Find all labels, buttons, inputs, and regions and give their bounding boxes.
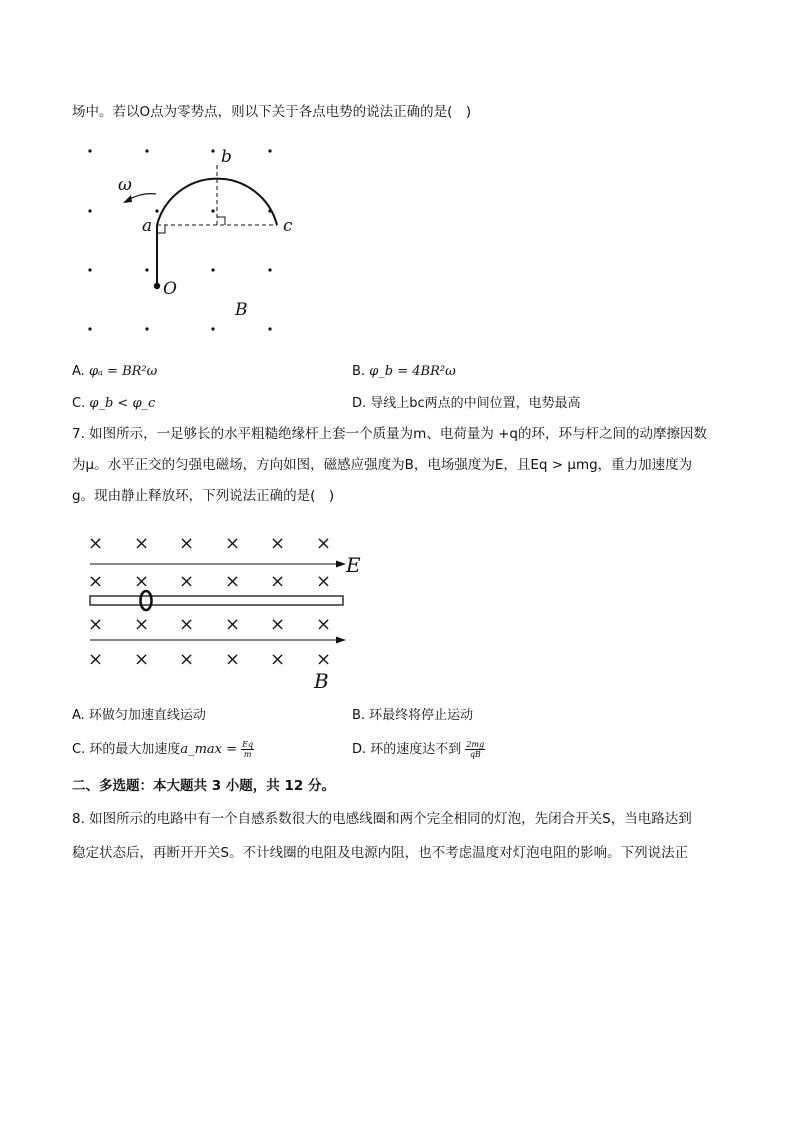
svg-text:×: × <box>316 649 332 670</box>
svg-text:×: × <box>88 571 104 592</box>
svg-text:×: × <box>88 533 104 554</box>
svg-text:×: × <box>179 614 195 635</box>
svg-text:×: × <box>316 614 332 635</box>
svg-text:×: × <box>134 614 150 635</box>
svg-text:×: × <box>270 533 286 554</box>
svg-text:×: × <box>134 533 150 554</box>
q6-figure <box>70 140 330 340</box>
q7-stem-line1: 7. 如图所示，一足够长的水平粗糙绝缘杆上套一个质量为m、电荷量为 +q的环，环与杆之间的动摩擦因数 <box>72 426 707 442</box>
svg-text:×: × <box>270 649 286 670</box>
section-title-multiple-choice: 二、多选题：本大题共 3 小题，共 12 分。 <box>72 778 335 794</box>
svg-text:×: × <box>270 571 286 592</box>
q7-figure <box>80 526 380 696</box>
label-c: c <box>283 216 293 236</box>
svg-text:×: × <box>225 614 241 635</box>
svg-text:×: × <box>88 614 104 635</box>
q7-option-b[interactable]: B. 环最终将停止运动 <box>352 708 474 723</box>
fraction-2mg-over-qb: $\frac{2mg}{qB}$ <box>466 740 485 759</box>
svg-text:×: × <box>225 649 241 670</box>
q7-stem-line2: 为μ。水平正交的匀强电磁场，方向如图，磁感应强度为B，电场强度为E，且Eq > μmg，重力加速度为 <box>72 457 693 473</box>
insulating-rod <box>90 596 343 605</box>
svg-text:×: × <box>225 571 241 592</box>
q7-option-d[interactable]: D. 环的速度达不到 $\frac{2mg}{qB}$ <box>352 740 485 759</box>
q6-option-d[interactable]: D. 导线上bc两点的中间位置，电势最高 <box>352 396 581 411</box>
svg-text:×: × <box>134 649 150 670</box>
q7-option-a[interactable]: A. 环做匀加速直线运动 <box>72 708 206 723</box>
svg-text:×: × <box>316 571 332 592</box>
q6-option-c[interactable]: C. φ_b < φ_c <box>72 396 156 411</box>
label-a: a <box>142 216 153 236</box>
label-B: B <box>314 669 329 693</box>
label-E: E <box>346 553 361 577</box>
q8-stem-line2: 稳定状态后，再断开开关S。不计线圈的电阻及电源内阻，也不考虑温度对灯泡电阻的影响。下列说法正 <box>72 845 689 861</box>
label-b: b <box>221 147 232 167</box>
svg-text:×: × <box>270 614 286 635</box>
fraction-eq-over-m: $\frac{Eq}{m}$ <box>242 740 254 759</box>
q8-stem-line1: 8. 如图所示的电路中有一个自感系数很大的电感线圈和两个完全相同的灯泡，先闭合开关S，当电路达到 <box>72 811 692 827</box>
q7-stem-line3: g。现由静止释放环，下列说法正确的是( ) <box>72 488 335 504</box>
svg-text:×: × <box>225 533 241 554</box>
label-omega: ω <box>118 175 132 195</box>
svg-text:×: × <box>316 533 332 554</box>
q7-option-c[interactable]: C. 环的最大加速度a_max = $\frac{Eq}{m}$ <box>72 740 254 759</box>
label-O: O <box>163 279 177 299</box>
q6-option-a[interactable]: A. φₐ = BR²ω <box>72 364 158 379</box>
label-B: B <box>235 300 248 320</box>
svg-text:×: × <box>179 533 195 554</box>
svg-text:×: × <box>134 571 150 592</box>
svg-text:×: × <box>179 649 195 670</box>
pivot-O <box>154 283 160 289</box>
q6-option-b[interactable]: B. φ_b = 4BR²ω <box>352 364 456 379</box>
svg-text:×: × <box>179 571 195 592</box>
rotation-arrow <box>128 194 156 200</box>
q6-stem-tail: 场中。若以O点为零势点，则以下关于各点电势的说法正确的是( ) <box>72 104 472 120</box>
svg-text:×: × <box>88 649 104 670</box>
